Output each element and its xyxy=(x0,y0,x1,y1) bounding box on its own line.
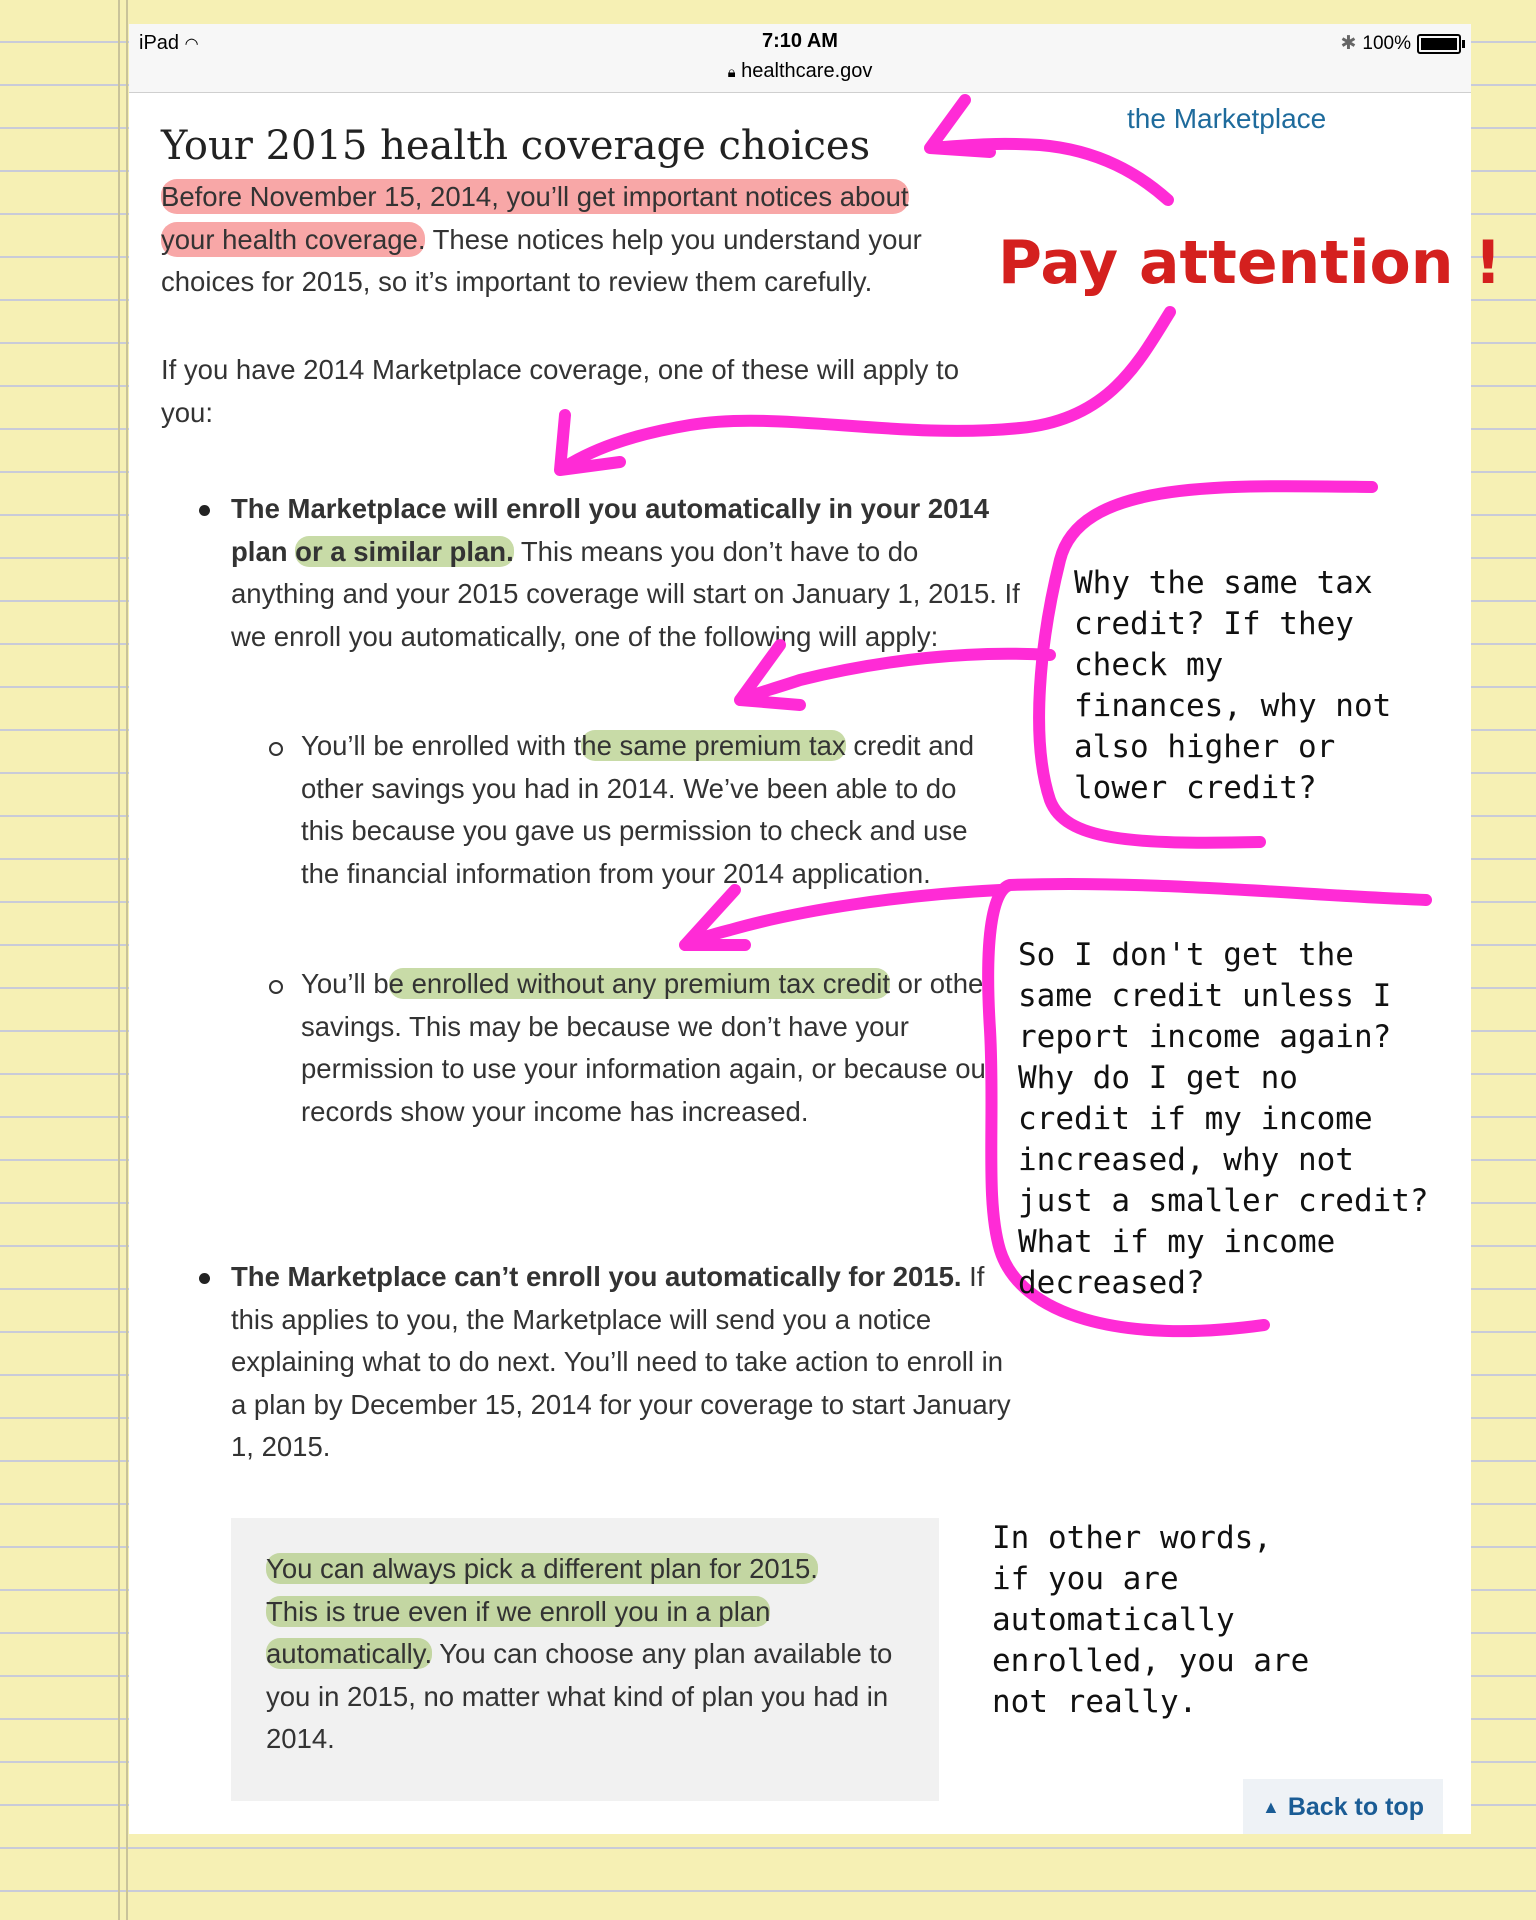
bluetooth-icon: ✱ xyxy=(1340,33,1357,54)
svg-text:So I don't get the: So I don't get the xyxy=(1018,937,1354,973)
arrow-to-bullet1 xyxy=(560,312,1170,470)
svg-text:not really.: not really. xyxy=(992,1684,1198,1720)
url-text: healthcare.gov xyxy=(741,60,873,82)
highlight-green: This is true even if we enroll you in a plan xyxy=(266,1595,771,1627)
highlight-green: e enrolled without any premium tax credit xyxy=(388,968,891,999)
subbullet-same-credit: You’ll be enrolled with the same premium tax credit and other savings you had in 2014. We’ve been able to do this because you gave us permission to check and use the financial information from your 2014 application. xyxy=(301,730,975,889)
bullet-auto-enroll: The Marketplace will enroll you automatically in your 2014 plan or a similar plan. This means you don’t have to do anything and your 2015 coverage will start on January 1, 2015. If we enroll you automatically, one of the following will apply: xyxy=(231,493,1020,652)
highlight-green: he same premium tax xyxy=(581,730,846,761)
highlight-green: You can always pick a different plan for 2015. xyxy=(266,1553,818,1584)
clock: 7:10 AM xyxy=(762,30,838,52)
highlight-green: automatically. xyxy=(266,1638,433,1669)
page-title: Your 2015 health coverage choices xyxy=(161,123,871,169)
svg-text:credit? If they: credit? If they xyxy=(1074,606,1354,642)
svg-text:In other words,: In other words, xyxy=(992,1520,1272,1556)
svg-text:check my: check my xyxy=(1074,647,1224,683)
svg-text:lower credit?: lower credit? xyxy=(1074,770,1317,806)
arrow-to-sub1 xyxy=(740,645,1050,705)
arrow-to-title xyxy=(930,100,1168,200)
svg-text:finances, why not: finances, why not xyxy=(1074,688,1392,724)
wifi-icon: ◠ xyxy=(184,36,199,53)
device-label: iPad ◠ xyxy=(139,32,199,54)
applies-paragraph: If you have 2014 Marketplace coverage, one of these will apply to you: xyxy=(161,354,959,428)
svg-text:credit if my income: credit if my income xyxy=(1018,1101,1373,1137)
battery-percent: 100% xyxy=(1362,32,1411,54)
svg-text:automatically: automatically xyxy=(992,1602,1235,1638)
handwritten-note-1 xyxy=(1074,565,1391,806)
svg-text:enrolled, you are: enrolled, you are xyxy=(992,1643,1310,1679)
svg-text:increased, why not: increased, why not xyxy=(1018,1142,1354,1178)
back-to-top-label: Back to top xyxy=(1287,1792,1424,1821)
highlight-green: or a similar plan. xyxy=(295,535,514,567)
highlight-red: Before November 15, 2014, you’ll get important notices about xyxy=(161,181,909,212)
chevron-up-icon: ▲ xyxy=(1262,1796,1280,1817)
bullet-cant-enroll: The Marketplace can’t enroll you automatically for 2015. If this applies to you, the Marketplace will send you a notice explaining what to do next. You’ll need to take action to enroll in a plan by December 15, 2014 for your coverage to start January 1, 2015. xyxy=(231,1261,1011,1462)
svg-text:Why do I get no: Why do I get no xyxy=(1018,1060,1298,1096)
handwritten-note-2 xyxy=(1018,937,1429,1301)
svg-text:same credit unless I: same credit unless I xyxy=(1018,978,1392,1014)
highlight-red: your health coverage. xyxy=(161,223,426,255)
svg-text:if you are: if you are xyxy=(992,1561,1179,1597)
svg-text:Why the same tax: Why the same tax xyxy=(1074,565,1373,601)
svg-text:also higher or: also higher or xyxy=(1074,729,1336,765)
callout-text: You can always pick a different plan for 2015. This is true even if we enroll you in a plan automatically. You can choose any plan available to you in 2015, no matter what kind of plan you had in 2014. xyxy=(266,1553,893,1754)
handwritten-note-3 xyxy=(992,1520,1309,1720)
svg-text:just a smaller credit?: just a smaller credit? xyxy=(1018,1183,1429,1219)
subbullet-no-credit: You’ll be enrolled without any premium tax credit or other savings. This may be because we don’t have your permission to use your information again, or because our records show your income has increased. xyxy=(301,968,995,1127)
lock-icon: 🔒︎ xyxy=(727,64,736,81)
svg-text:decreased?: decreased? xyxy=(1018,1265,1205,1301)
pay-attention-note: Pay attention ! xyxy=(998,228,1502,298)
intro-paragraph: Before November 15, 2014, you’ll get important notices about your health coverage. These notices help you understand your choices for 2015, so it’s important to review them carefully. xyxy=(161,181,922,297)
svg-text:report income again?: report income again? xyxy=(1018,1019,1392,1055)
breadcrumb-link[interactable]: the Marketplace xyxy=(1127,103,1327,134)
arrow-to-sub2 xyxy=(685,890,1000,945)
svg-text:What if my income: What if my income xyxy=(1018,1224,1336,1260)
